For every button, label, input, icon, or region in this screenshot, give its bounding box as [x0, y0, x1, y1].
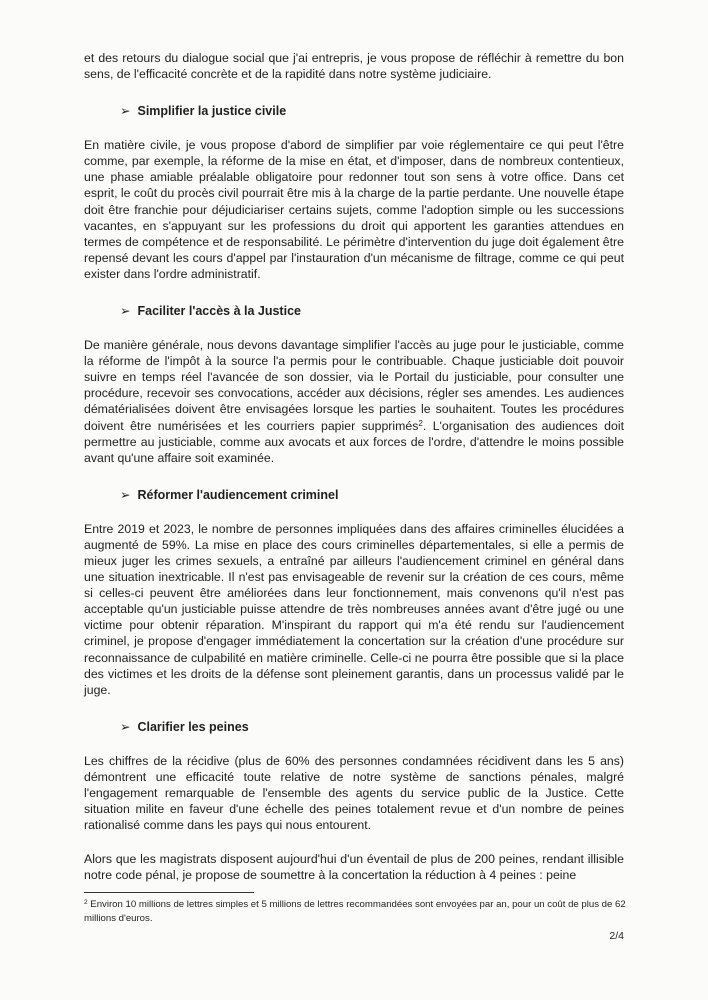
paragraph-intro: et des retours du dialogue social que j'ai entrepris, je vous propose de réfléchir à remettre du bon sens, de l'efficacité concrète et de la rapidité dans notre système judiciaire. [84, 51, 624, 82]
paragraph-peines-recidive: Les chiffres de la récidive (plus de 60% des personnes condamnées récidivent dans les 5 ans) démontrent une efficacité toute relative de notre système de sanctions pénales, malgré l'engagement remarquable de l'ensemble des agents du service public de la Justice. Cette situation milite en faveur d'une échelle des peines totalement revue et d'un nombre de peines rationalisé comme dans les pays qui nous entourent. [84, 753, 624, 833]
paragraph-acces-justice: De manière générale, nous devons davantage simplifier l'accès au juge pour le justiciable, comme la réforme de l'impôt à la source l'a permis pour le contribuable. Chaque justiciable doit pouvoir suivre en temps réel l'avancée de son dossier, via le Portail du justiciable, pour consulter une procédure, recevoir ses convocations, accéder aux décisions, régler ses amendes. Les audiences dématérialisées doivent être envisagées lorsque les parties le souhaitent. Toutes les procédures doivent être numérisées et les courriers papier supprimés$^2$. L'organisation des audiences doit permettre au justiciable, comme aux avocats et aux forces de l'ordre, d'attendre le moins possible avant qu'une affaire soit examinée. [84, 338, 625, 465]
arrow-bullet-icon: ➢ [120, 304, 131, 319]
arrow-bullet-icon: ➢ [120, 104, 131, 119]
footnote-reference: 2 [418, 418, 423, 428]
page-number: 2/4 [609, 930, 624, 942]
footnote-number: 2 [84, 899, 88, 906]
heading-clarifier-peines: ➢ Clarifier les peines [120, 719, 249, 734]
arrow-bullet-icon: ➢ [120, 719, 131, 734]
paragraph-audiencement-criminel: Entre 2019 et 2023, le nombre de personnes impliquées dans des affaires criminelles élucidées a augmenté de 59%. La mise en place des cours criminelles départementales, si elle a permis de mieux juger les crimes sexuels, a entraîné par ailleurs l'audiencement criminel en général dans une situation inextricable. Il n'est pas envisageable de revenir sur la création de ces cours, même si celles-ci peuvent être améliorées dans leur fonctionnement, mais convenons qu'il n'est pas acceptable qu'un justiciable puisse attendre de très nombreuses années avant d'être jugé ou une victime pour obtenir réparation. M'inspirant du rapport qui m'a été rendu sur l'audiencement criminel, je propose d'engager immédiatement la concertation sur la création d'une procédure sur reconnaissance de culpabilité en matière criminelle. Celle-ci ne pourra être possible que si la place des victimes et les droits de la défense sont pleinement garantis, dans un processus validé par le juge. [84, 521, 624, 697]
heading-reformer-audiencement: ➢ Réformer l'audiencement criminel [120, 487, 339, 502]
footnote-separator [84, 892, 254, 893]
heading-faciliter-acces: ➢ Faciliter l'accès à la Justice [120, 304, 301, 319]
footnote: $^2$ Environ 10 millions de lettres simples et 5 millions de lettres recommandées sont envoyées par an, pour un coût de plus de 62 millions d'euros. [84, 899, 626, 924]
paragraph-justice-civile: En matière civile, je vous propose d'abord de simplifier par voie réglementaire ce qui peut l'être comme, par exemple, la réforme de la mise en état, et d'imposer, dans de nombreux contentieux, une phase amiable préalable obligatoire pour redonner tout son sens à votre office. Dans cet esprit, le coût du procès civil pourrait être mis à la charge de la partie perdante. Une nouvelle étape doit être franchie pour déjudiciariser certains sujets, comme l'adoption simple ou les successions vacantes, en s'appuyant sur les professions du droit qui apportent les garanties attendues en termes de compétence et de responsabilité. Le périmètre d'intervention du juge doit également être repensé devant les cours d'appel par l'instauration d'un mécanisme de filtrage, comme ce qui peut exister dans l'ordre administratif. [84, 138, 625, 281]
page-content [84, 50, 624, 883]
paragraph-peines-reduction: Alors que les magistrats disposent aujourd'hui d'un éventail de plus de 200 peines, rendant illisible notre code pénal, je propose de soumettre à la concertation la réduction à 4 peines : peine [84, 852, 624, 883]
heading-simplifier-justice-civile: ➢ Simplifier la justice civile [120, 104, 287, 119]
arrow-bullet-icon: ➢ [120, 487, 131, 502]
